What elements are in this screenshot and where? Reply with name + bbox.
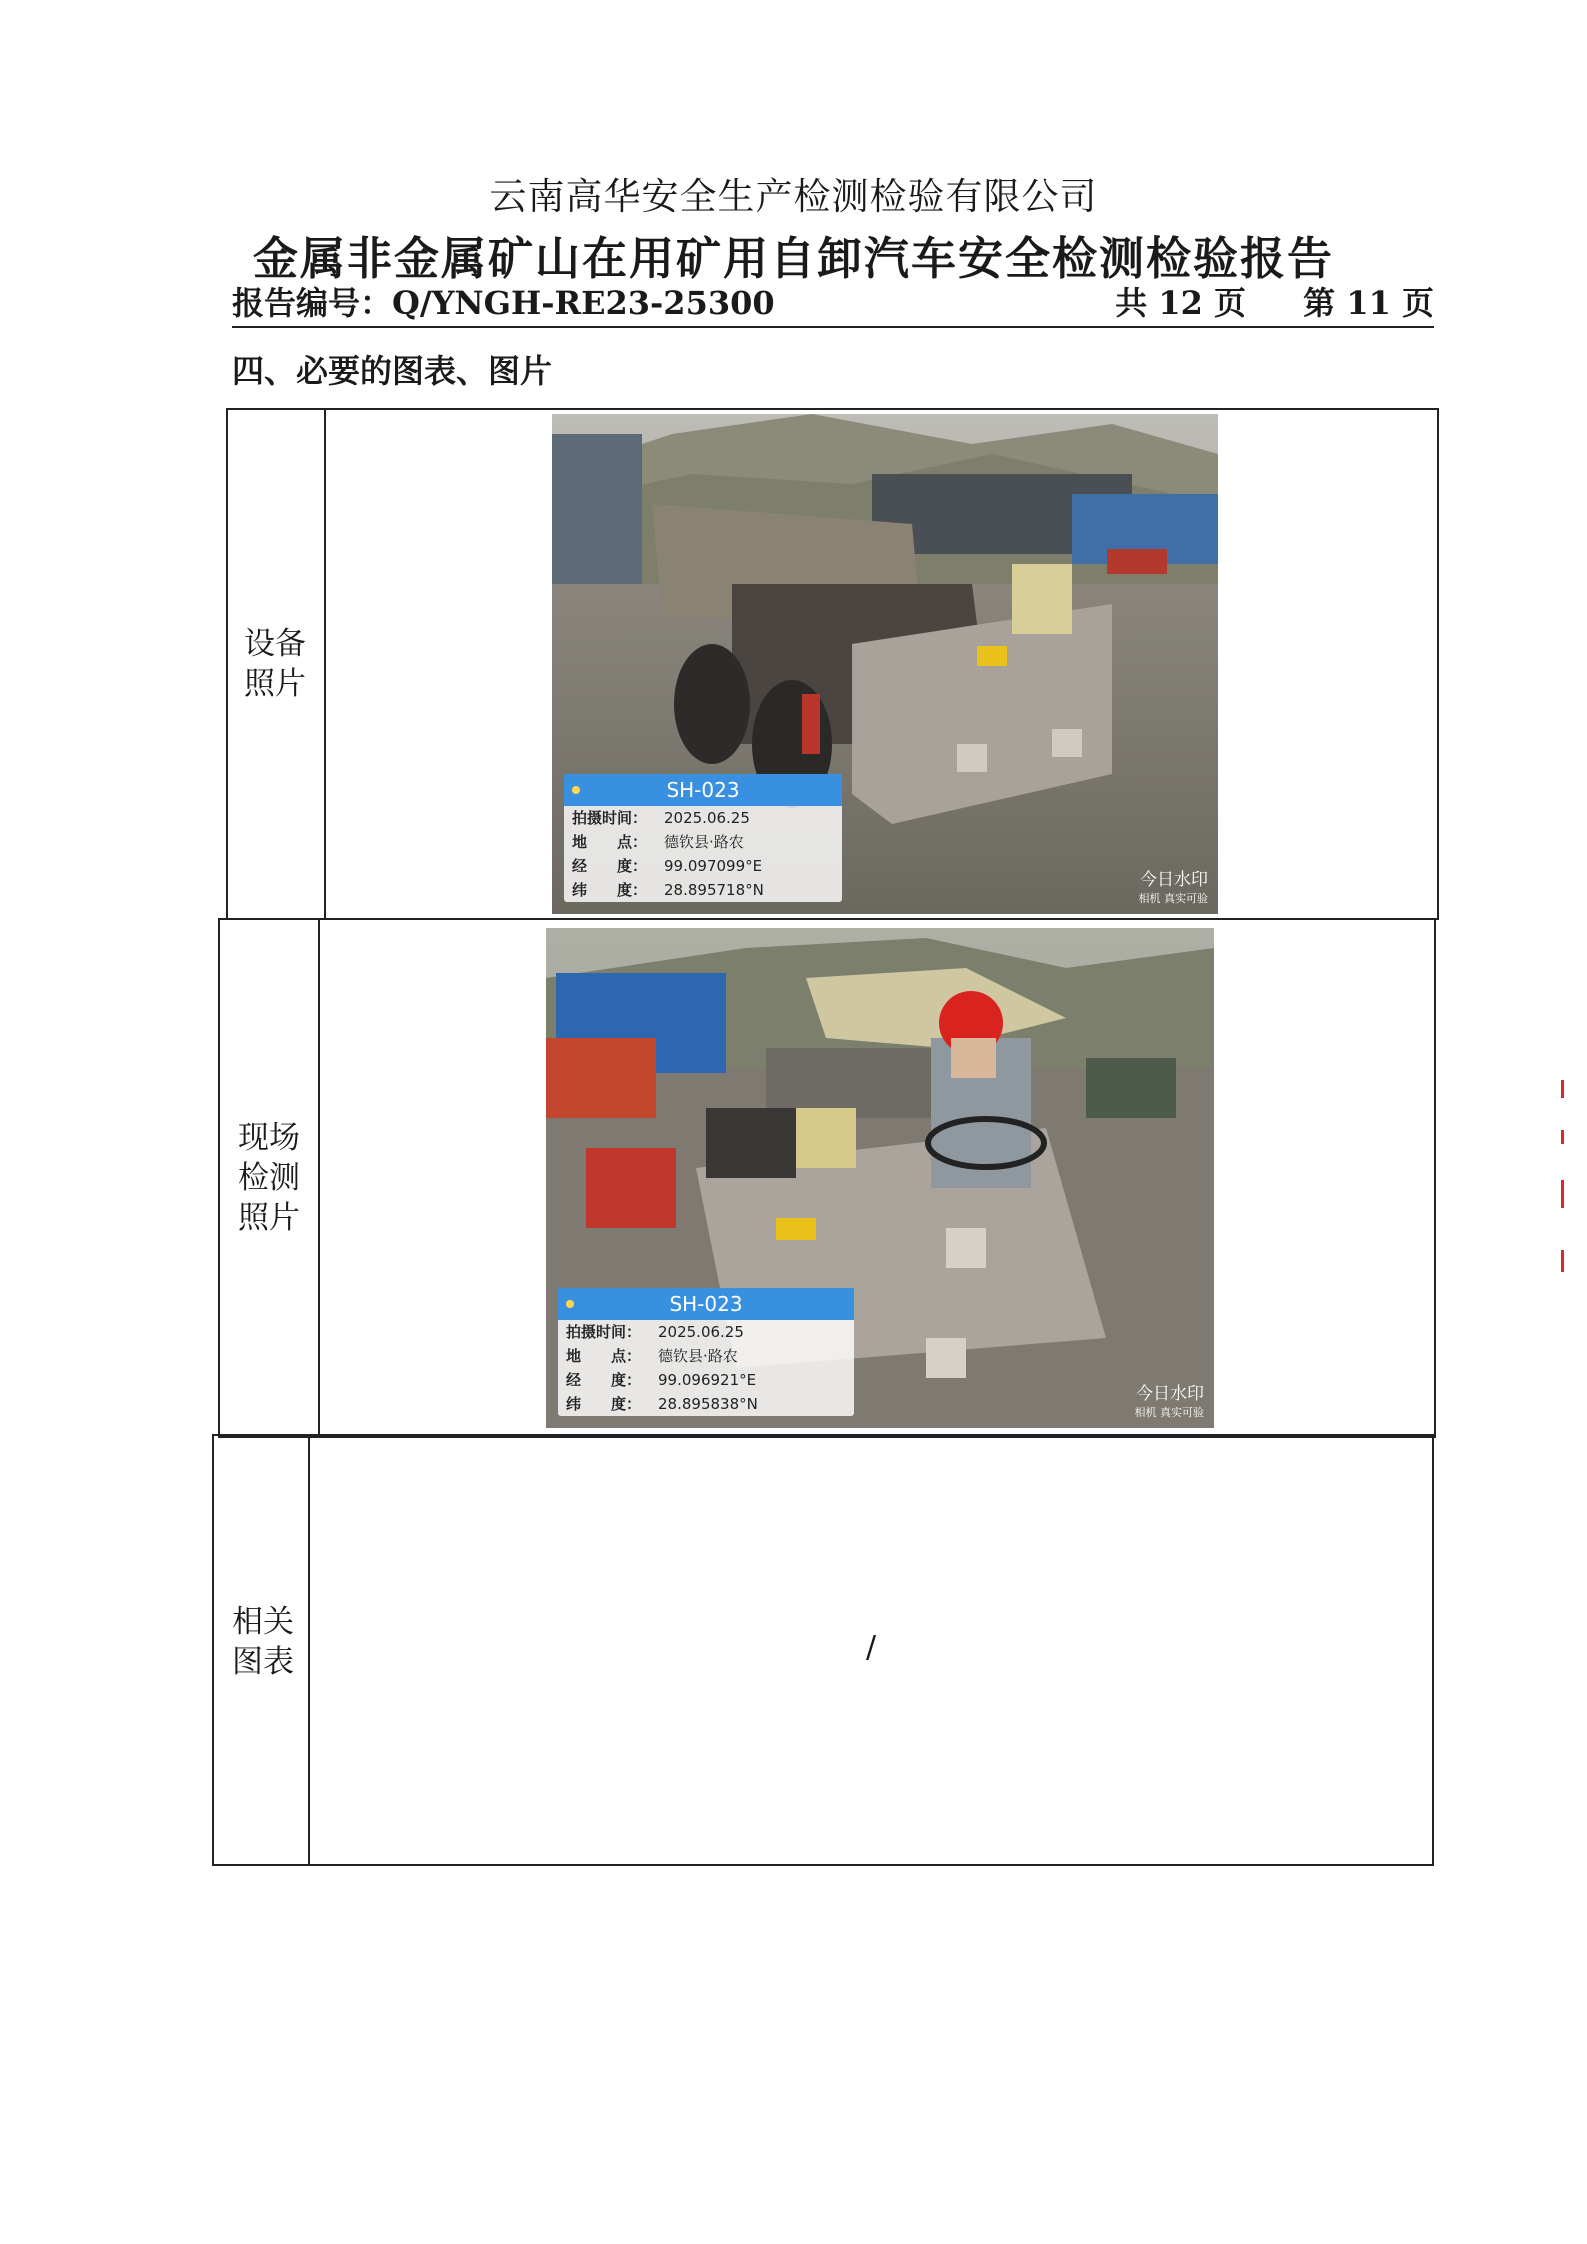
photo-time: 2025.06.25	[658, 1323, 744, 1341]
report-meta-row	[232, 278, 1434, 322]
equipment-photo	[552, 414, 1218, 914]
watermark-brand: 今日水印 相机 真实可验	[1134, 1384, 1204, 1419]
report-title: 金属非金属矿山在用矿用自卸汽车安全检测检验报告	[252, 232, 1334, 285]
related-charts-content: /	[866, 1630, 877, 1665]
table-row-related-charts	[212, 1434, 1434, 1866]
label-related-charts: 相关 图表	[232, 1604, 294, 1680]
page-info	[1105, 278, 1434, 324]
inspection-photo	[546, 928, 1214, 1428]
row1-divider	[324, 408, 326, 920]
photo-time: 2025.06.25	[664, 809, 750, 827]
photo-latitude: 28.895718°N	[664, 881, 764, 899]
total-pages: 共 12 页	[1115, 284, 1247, 322]
watermark-id: SH-023	[669, 1292, 743, 1316]
photo-longitude: 99.097099°E	[664, 857, 763, 875]
watermark-dot-icon	[572, 786, 580, 794]
current-page: 第 11 页	[1303, 284, 1434, 322]
label-inspection-photo: 现场 检测 照片	[238, 1120, 300, 1236]
row3-divider	[308, 1434, 310, 1866]
photo-latitude: 28.895838°N	[658, 1395, 758, 1413]
photo-watermark-panel: SH-023 拍摄时间： 2025.06.25 地 点： 德钦县·路农 经 度： 99.097099°E 纬 度： 28.895718°N	[564, 774, 842, 902]
header-rule	[232, 326, 1434, 328]
section-heading: 四、必要的图表、图片	[232, 352, 553, 390]
label-equipment-photo: 设备 照片	[244, 626, 306, 702]
photo-watermark-panel: SH-023 拍摄时间： 2025.06.25 地 点： 德钦县·路农 经 度： 99.096921°E 纬 度： 28.895838°N	[558, 1288, 854, 1416]
photo-place: 德钦县·路农	[658, 1347, 738, 1365]
photo-longitude: 99.096921°E	[658, 1371, 757, 1389]
watermark-dot-icon	[566, 1300, 574, 1308]
watermark-id: SH-023	[666, 778, 740, 802]
photo-place: 德钦县·路农	[664, 833, 744, 851]
row2-divider	[318, 918, 320, 1438]
report-number: 报告编号：Q/YNGH-RE23-25300	[232, 284, 775, 322]
stamp-edge-mark	[1560, 1080, 1566, 1280]
watermark-brand: 今日水印 相机 真实可验	[1138, 870, 1208, 905]
company-name: 云南高华安全生产检测检验有限公司	[489, 175, 1098, 218]
